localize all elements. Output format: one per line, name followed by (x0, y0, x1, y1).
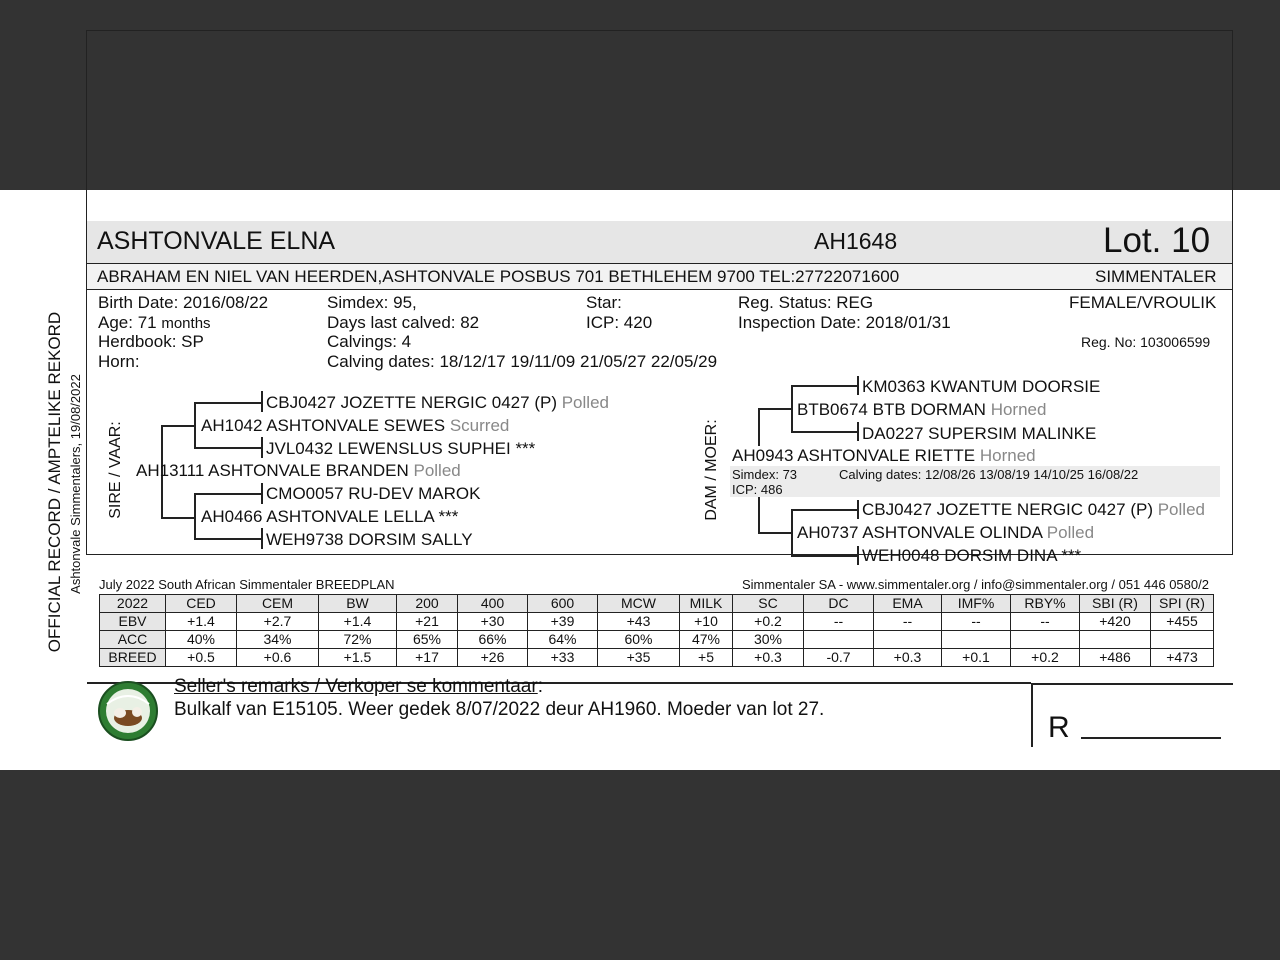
record-source-label: Ashtonvale Simmentalers, 19/08/2022 (68, 374, 83, 594)
ancestor-name: AH13111 ASHTONVALE BRANDEN (136, 461, 409, 480)
table-cell: CEM (237, 595, 319, 613)
table-cell: +0.3 (733, 649, 804, 667)
calvings: Calvings: 4 (327, 332, 412, 351)
table-cell (874, 631, 942, 649)
dam-dam-sire (862, 500, 1205, 520)
calving-dates: Calving dates: 18/12/17 19/11/09 21/05/27 22/05/29 (327, 352, 718, 371)
table-row (100, 649, 1214, 667)
tree-line (857, 376, 859, 395)
dam-label: DAM / MOER: (703, 419, 720, 521)
table-cell (1011, 631, 1080, 649)
ancestor-name: CBJ0427 JOZETTE NERGIC 0427 (P) (862, 500, 1153, 519)
price-box-top (1031, 683, 1233, 685)
table-header-row (100, 595, 1214, 613)
ancestor-horn-status: Horned (979, 446, 1036, 465)
table-cell: 60% (598, 631, 680, 649)
table-cell: +1.4 (166, 613, 237, 631)
table-cell: 64% (528, 631, 598, 649)
table-cell: +0.2 (1011, 649, 1080, 667)
ancestor-horn-status: Scurred (449, 416, 510, 435)
herdbook: Herdbook: SP (98, 332, 204, 351)
table-row (100, 613, 1214, 631)
tree-line (161, 517, 195, 519)
ancestor-name: BTB0674 BTB DORMAN (797, 400, 986, 419)
table-cell: SPI (R) (1151, 595, 1214, 613)
age-value: Age: 71 (98, 313, 157, 332)
breedplan-caption: July 2022 South African Simmentaler BREEDPLAN (99, 577, 395, 592)
sire-sire-sire (266, 393, 609, 413)
table-cell: +1.5 (319, 649, 397, 667)
table-cell: -0.7 (804, 649, 874, 667)
tree-line (857, 546, 859, 565)
breedplan-table (99, 594, 1214, 667)
owner-details: ABRAHAM EN NIEL VAN HEERDEN,ASHTONVALE POSBUS 701 BETHLEHEM 9700 TEL:27722071600 (97, 267, 900, 286)
row-header-cell: ACC (100, 631, 166, 649)
tree-line (791, 509, 858, 511)
table-cell: 72% (319, 631, 397, 649)
row-header-cell: EBV (100, 613, 166, 631)
tree-line (194, 493, 262, 495)
horn: Horn: (98, 352, 140, 371)
tree-line (261, 528, 263, 549)
tree-line (791, 385, 793, 432)
remarks-heading: Seller's remarks / Verkoper se kommentaar: (174, 676, 543, 697)
tree-line (194, 402, 262, 404)
dam-dam-dam: WEH0048 DORSIM DINA *** (862, 546, 1082, 565)
inspection-date: Inspection Date: 2018/01/31 (738, 313, 951, 332)
table-cell: DC (804, 595, 874, 613)
table-cell: 200 (397, 595, 458, 613)
table-cell: +39 (528, 613, 598, 631)
table-cell (1080, 631, 1151, 649)
tree-line (791, 555, 858, 557)
tree-line (857, 500, 859, 519)
lot-number: Lot. 10 (1103, 221, 1211, 260)
row-header-cell: BREED (100, 649, 166, 667)
ancestor-horn-status: Polled (561, 393, 609, 412)
dam-sire-sire: KM0363 KWANTUM DOORSIE (862, 377, 1101, 396)
table-cell: -- (1011, 613, 1080, 631)
birth-date: Birth Date: 2016/08/22 (98, 293, 269, 312)
table-cell: MCW (598, 595, 680, 613)
table-cell: +0.6 (237, 649, 319, 667)
price-prefix: R (1048, 711, 1070, 744)
days-last-calved: Days last calved: 82 (327, 313, 480, 332)
dam-sire-dam: DA0227 SUPERSIM MALINKE (862, 424, 1097, 443)
icp: ICP: 420 (586, 313, 653, 332)
tree-line (194, 493, 196, 539)
table-cell: SC (733, 595, 804, 613)
animal-name: ASHTONVALE ELNA (97, 227, 336, 255)
table-cell: +33 (528, 649, 598, 667)
dam-name (732, 446, 1036, 466)
remarks-heading-text: Seller's remarks / Verkoper se kommentaar (174, 676, 538, 697)
star: Star: (586, 293, 622, 312)
sex: FEMALE/VROULIK (1069, 293, 1217, 312)
sire-dam: AH0466 ASHTONVALE LELLA *** (201, 507, 459, 526)
table-cell (804, 631, 874, 649)
table-row (100, 631, 1214, 649)
reg-code: AH1648 (814, 228, 898, 254)
sire-dam-sire: CMO0057 RU-DEV MAROK (266, 484, 481, 503)
table-cell: EMA (874, 595, 942, 613)
table-cell: BW (319, 595, 397, 613)
tree-line (758, 408, 760, 446)
reg-status: Reg. Status: REG (738, 293, 874, 312)
age-unit: months (161, 315, 211, 332)
tree-line (194, 538, 262, 540)
sire-sire-dam: JVL0432 LEWENSLUS SUPHEI *** (266, 439, 536, 458)
dam-sire (797, 400, 1046, 420)
breed-name: SIMMENTALER (1095, 267, 1217, 286)
tree-line (758, 497, 760, 533)
sire-sire (201, 416, 509, 436)
dam-icp: ICP: 486 (732, 482, 783, 497)
tree-line (261, 391, 263, 412)
price-input-line[interactable] (1081, 737, 1221, 739)
tree-line (261, 437, 263, 458)
tree-line (791, 385, 858, 387)
sire-label: SIRE / VAAR: (107, 421, 124, 519)
table-cell: 65% (397, 631, 458, 649)
tree-line (758, 532, 792, 534)
table-cell: +17 (397, 649, 458, 667)
tree-line (161, 425, 195, 427)
table-cell: +0.2 (733, 613, 804, 631)
table-cell: -- (942, 613, 1011, 631)
ancestor-name: AH0737 ASHTONVALE OLINDA (797, 523, 1043, 542)
table-cell (1151, 631, 1214, 649)
table-cell: -- (874, 613, 942, 631)
table-cell: +21 (397, 613, 458, 631)
table-cell: +30 (458, 613, 528, 631)
table-cell: +2.7 (237, 613, 319, 631)
table-cell: +420 (1080, 613, 1151, 631)
table-cell: 34% (237, 631, 319, 649)
table-cell: +5 (680, 649, 733, 667)
simmentaler-logo (97, 680, 159, 742)
table-cell: -- (804, 613, 874, 631)
ancestor-name: CBJ0427 JOZETTE NERGIC 0427 (P) (266, 393, 557, 412)
tree-line (261, 483, 263, 504)
official-record-label: OFFICIAL RECORD / AMPTELIKE REKORD (45, 311, 64, 653)
table-cell (942, 631, 1011, 649)
ancestor-name: AH0943 ASHTONVALE RIETTE (732, 446, 976, 465)
sire-name (136, 461, 461, 481)
table-cell: CED (166, 595, 237, 613)
table-cell: +486 (1080, 649, 1151, 667)
table-cell: +0.5 (166, 649, 237, 667)
tree-line (857, 422, 859, 441)
table-cell: +43 (598, 613, 680, 631)
dam-dam (797, 523, 1094, 543)
table-cell: 400 (458, 595, 528, 613)
table-cell: RBY% (1011, 595, 1080, 613)
table-cell: +0.1 (942, 649, 1011, 667)
table-cell: +26 (458, 649, 528, 667)
ancestor-horn-status: Polled (1046, 523, 1095, 542)
table-cell: +455 (1151, 613, 1214, 631)
tree-line (791, 509, 793, 556)
dam-calving-dates: Calving dates: 12/08/26 13/08/19 14/10/25 16/08/22 (839, 467, 1139, 482)
contact-caption: Simmentaler SA - www.simmentaler.org / info@simmentaler.org / 051 446 0580/2 (742, 577, 1209, 592)
table-cell: 66% (458, 631, 528, 649)
simdex: Simdex: 95, (327, 293, 417, 312)
table-cell: 30% (733, 631, 804, 649)
row-header-cell: 2022 (100, 595, 166, 613)
tree-line (758, 408, 792, 410)
table-cell: IMF% (942, 595, 1011, 613)
table-cell: +473 (1151, 649, 1214, 667)
ancestor-horn-status: Polled (1157, 500, 1205, 519)
table-cell: +35 (598, 649, 680, 667)
price-box-left (1031, 683, 1033, 747)
tree-line (194, 447, 262, 449)
age (98, 313, 211, 333)
dam-simdex: Simdex: 73 (732, 467, 798, 482)
ancestor-horn-status: Horned (990, 400, 1047, 419)
reg-no: Reg. No: 103006599 (1081, 334, 1211, 350)
table-cell: +10 (680, 613, 733, 631)
table-cell: MILK (680, 595, 733, 613)
tree-line (194, 402, 196, 448)
table-cell: 600 (528, 595, 598, 613)
ancestor-name: AH1042 ASHTONVALE SEWES (201, 416, 446, 435)
table-cell: 47% (680, 631, 733, 649)
table-cell: SBI (R) (1080, 595, 1151, 613)
tree-line (791, 431, 858, 433)
sire-dam-dam: WEH9738 DORSIM SALLY (266, 530, 473, 549)
table-cell: +1.4 (319, 613, 397, 631)
table-cell: +0.3 (874, 649, 942, 667)
table-cell: 40% (166, 631, 237, 649)
remarks-text: Bulkalf van E15105. Weer gedek 8/07/2022 deur AH1960. Moeder van lot 27. (174, 699, 825, 720)
ancestor-horn-status: Polled (413, 461, 461, 480)
